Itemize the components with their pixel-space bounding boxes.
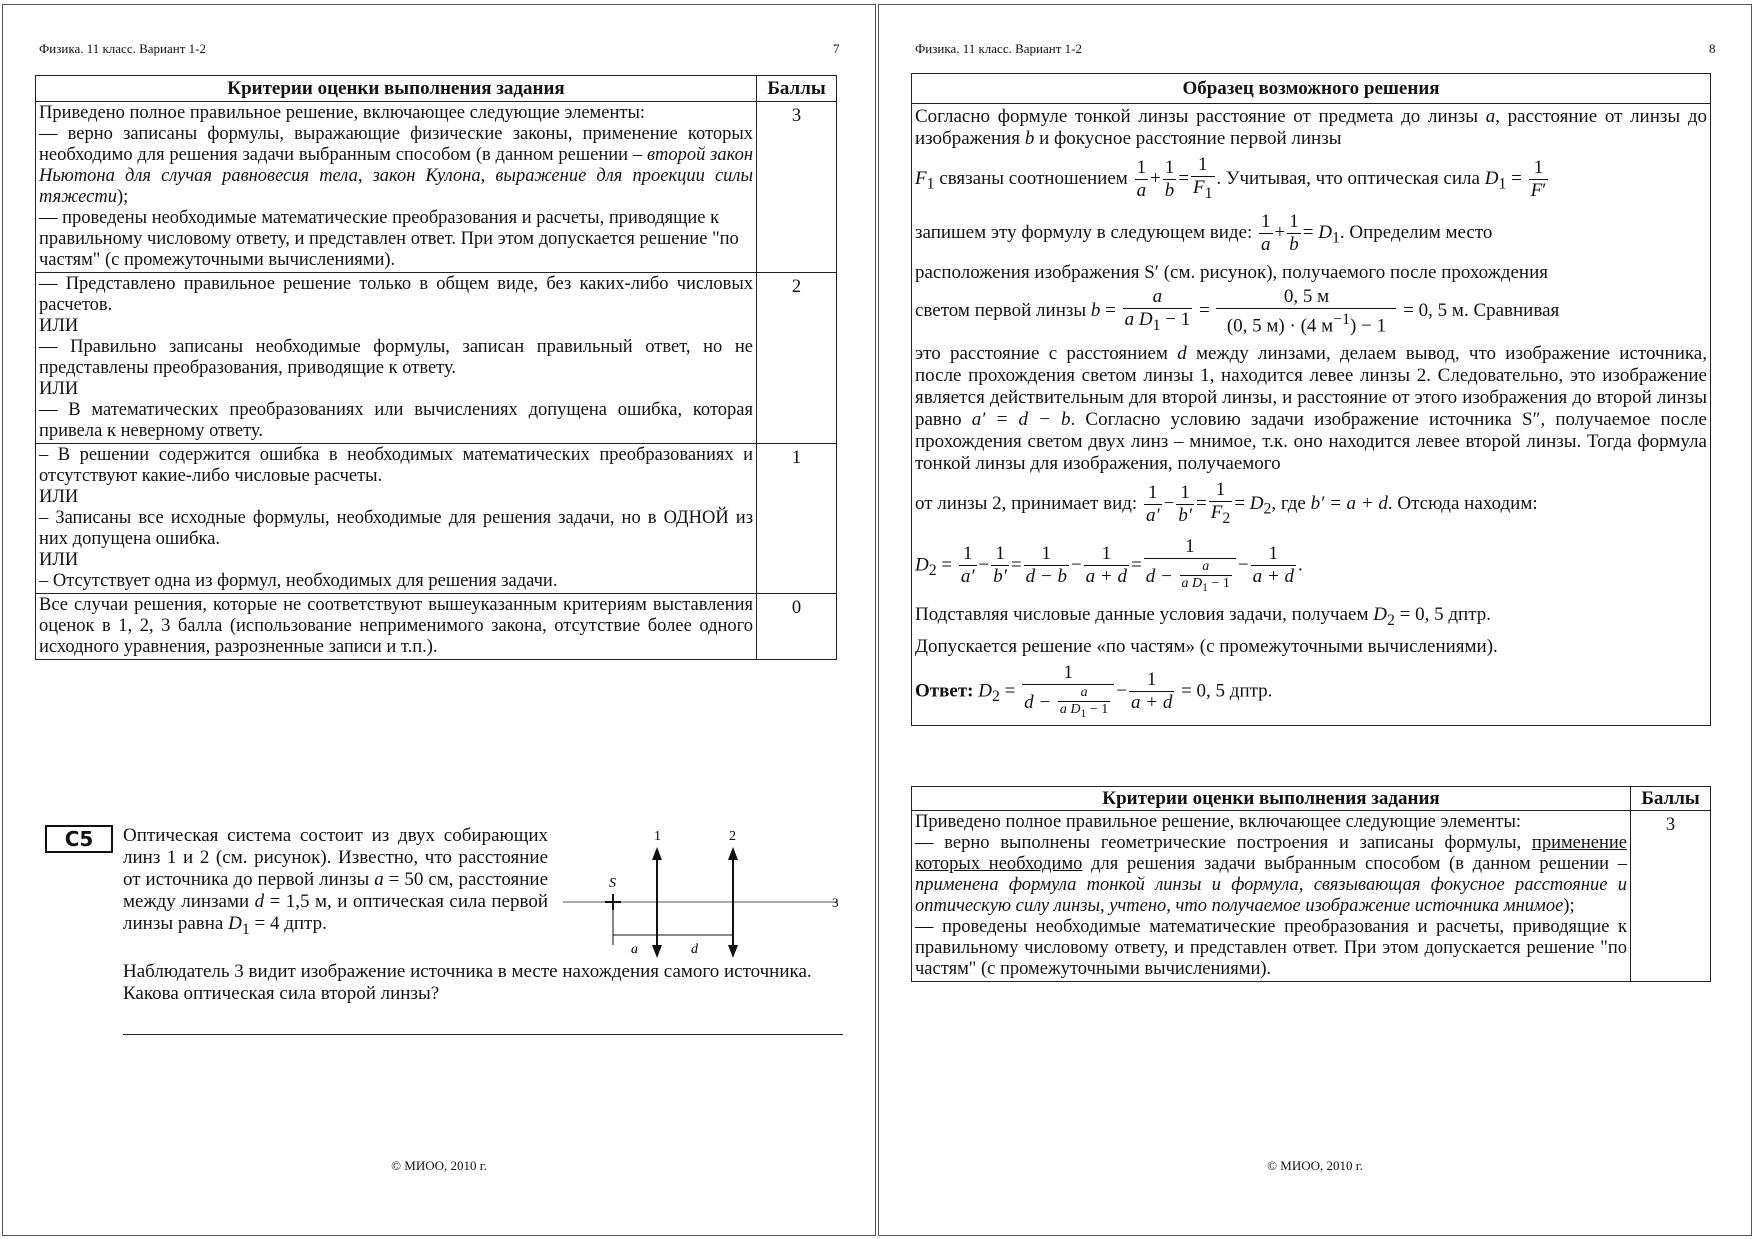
criteria-text: ИЛИ bbox=[39, 550, 79, 570]
criteria-text-italic: второй закон Ньютона для случая равновесия тела, закон Кулона, выражение для проекции силы тяжести bbox=[39, 145, 754, 207]
solution-text: Подставляя числовые данные условия задачи, получаем bbox=[915, 603, 1374, 625]
page-footer: © МИОО, 2010 г. bbox=[391, 1158, 487, 1173]
solution-text: . Согласно условию задачи изображение источника S″, получаемое после прохождения светом двух линз – мнимое, т.к. оно находится левее второй линзы. Тогда формула тонкой линзы для изображения, получаемого bbox=[915, 409, 1707, 475]
dim-a-label: a bbox=[631, 942, 638, 957]
answer-label: Ответ: bbox=[915, 679, 974, 701]
task-statement bbox=[123, 825, 548, 941]
formula-fraction: $\frac{1}{a}$ bbox=[1136, 156, 1147, 201]
criteria-text: — проведены необходимые математические преобразования и расчеты, приводящие к правильному числовому ответу, и представлен ответ. При этом допускается решение "по частям" (с промежуточными вычислениями). bbox=[915, 917, 1628, 979]
points-cell: 3 bbox=[1631, 811, 1711, 982]
page-footer: © МИОО, 2010 г. bbox=[1267, 1158, 1363, 1173]
criteria-text: — верно записаны формулы, выражающие физические законы, применение которых необходимо для решения задачи выбранным способом (в данном решении – bbox=[39, 124, 754, 165]
table-row bbox=[36, 594, 837, 660]
solution-text: Допускается решение «по частям» (с промежуточными вычислениями). bbox=[915, 635, 1498, 657]
criteria-header: Критерии оценки выполнения задания bbox=[36, 76, 757, 102]
page-8 bbox=[878, 4, 1752, 1236]
divider bbox=[123, 1034, 843, 1035]
solution-text: , расстояние от линзы до изображения bbox=[915, 106, 1707, 149]
solution-text: это расстояние с расстоянием bbox=[915, 343, 1178, 365]
criteria-table bbox=[911, 786, 1711, 982]
solution-title: Образец возможного решения bbox=[912, 74, 1710, 104]
criteria-cell bbox=[36, 273, 757, 444]
table-row bbox=[36, 273, 837, 444]
formula-den: (0, 5 м) · (4 м bbox=[1226, 315, 1334, 337]
task-text: = 4 дптр. bbox=[249, 913, 327, 934]
points-cell: 2 bbox=[757, 273, 837, 444]
criteria-text: ); bbox=[1563, 896, 1575, 916]
solution-box bbox=[911, 73, 1711, 726]
criteria-text: – В решении содержится ошибка в необходимых математических преобразованиях и отсутствуют какие-либо числовые расчеты. bbox=[39, 445, 754, 486]
criteria-text: — верно выполнены геометрические построения и записаны формулы, bbox=[915, 833, 1532, 853]
solution-text: . Отсюда находим: bbox=[1387, 492, 1538, 514]
solution-text: = 0, 5 м. Сравнивая bbox=[1403, 299, 1560, 321]
points-cell: 1 bbox=[757, 444, 837, 594]
criteria-cell bbox=[36, 594, 757, 660]
criteria-cell bbox=[912, 811, 1631, 982]
source-label: S bbox=[609, 876, 616, 891]
task-question: Наблюдатель 3 видит изображение источника в месте нахождения самого источника. Какова оптическая сила второй линзы? bbox=[123, 961, 812, 1004]
observer-label: 3 bbox=[832, 895, 839, 910]
solution-body: Согласно формуле тонкой линзы расстояние от предмета до линзы a, расстояние от линзы до изображения b и фокусное расстояние первой линзы $F_1$ связаны соотношением $\frac{1}{a}$ + $\frac{1}{b}$ = $\frac{1}{F_1}$ . Учитывая, что оптическая сила $D_1$ = $\frac{1}{F'}$ запишем эту формулу в следующем виде: $\frac{1}{a}$ + $\frac{1}{b}$ = $D_1$. Определим место расположения изображения S′ (см. рисунок), получаемого после прохождения светом первой линзы b = $\frac{a}{a D_1 - 1}$ = $\frac{0, 5 м}{(0, 5 м) \cdot (4 м^{-1}) - 1}$ = 0, 5 м. Сравнивая это расстояние с расстоянием d между линзами, делаем вывод, что изображение источника, после прохождения светом линзы 1, находится левее линзы 2. Следовательно, это изображение является действительным для второй линзы, и расстояние от этого изображения до второй линзы равно a′ = d − b. Согласно условию задачи изображение источника S″, получаемое после прохождения светом двух линз – мнимое, т.к. оно находится левее второй линзы. Тогда формула тонкой линзы для изображения, получаемого от линзы 2, принимает вид: $\frac{1}{a'}$ − $\frac{1}{b'}$ = $\frac{1}{F_2}$ = $D_2$, где b′ = a + d. Отсюда находим: $D_2$ = $\frac{1}{a'}$ − $\frac{1}{b'}$ = $\frac{1}{d - b}$ − $\frac{1}{a + d}$ = 1 d − $\frac{a}{a D_1 - 1}$ − $\frac{1}{a + d}$ . Подставляя числовые данные условия задачи, получаем $D_2 = 0$, 5 дптр. Допускается решение «по частям» (с промежуточными вычислениями). Ответ: $D_2$ = 1 d − $\frac{a}{a D_1 - 1}$ − $\frac{1}{a + d}$ = 0, 5 дптр. bbox=[915, 106, 1707, 720]
criteria-text: — проведены необходимые математические преобразования и расчеты, приводящие к правильному числовому ответу, и представлен ответ. При этом допускается решение "по частям" (с промежуточными вычислениями). bbox=[39, 208, 739, 270]
page-7 bbox=[2, 4, 876, 1236]
var-a: a bbox=[374, 869, 384, 890]
criteria-text: — Правильно записаны необходимые формулы, записан правильный ответ, но не представлены преобразования, приводящие к ответу. bbox=[39, 337, 754, 378]
criteria-text: Приведено полное правильное решение, включающее следующие элементы: bbox=[39, 103, 646, 123]
criteria-text: ); bbox=[116, 187, 129, 207]
formula-num: 0, 5 м bbox=[1216, 286, 1396, 309]
solution-text: = 0, 5 дптр. bbox=[1394, 603, 1492, 625]
points-header: Баллы bbox=[1631, 787, 1711, 811]
page-header: Физика. 11 класс. Вариант 1-2 bbox=[915, 41, 1082, 56]
points-cell: 0 bbox=[757, 594, 837, 660]
dim-d-label: d bbox=[691, 942, 698, 957]
solution-text: связаны соотношением bbox=[934, 167, 1133, 189]
criteria-text: Все случаи решения, которые не соответствуют вышеуказанным критериям выставления оценок в 1, 2, 3 балла (использование неприменимого закона, отсутствие более одного исходного уравнения, разрозненные записи и т.п.). bbox=[39, 595, 754, 657]
solution-formula: b′ = a + d bbox=[1310, 492, 1388, 514]
solution-text: запишем эту формулу в следующем виде: bbox=[915, 221, 1258, 243]
criteria-text: Приведено полное правильное решение, включающее следующие элементы: bbox=[915, 812, 1522, 832]
criteria-cell bbox=[36, 444, 757, 594]
criteria-table bbox=[35, 75, 837, 660]
var-D: D bbox=[228, 913, 242, 934]
solution-formula: a′ = d − b bbox=[971, 409, 1071, 431]
table-row bbox=[912, 811, 1711, 982]
formula-D2: $D_2$ = $\frac{1}{a'}$ − $\frac{1}{b'}$ = $\frac{1}{d - b}$ − $\frac{1}{a + d}$ = 1 d − $\frac{a}{a D_1 - 1}$ − $\frac{1}{a + d}$ . bbox=[915, 535, 1303, 594]
criteria-text: – Отсутствует одна из формул, необходимых для решения задачи. bbox=[39, 571, 558, 591]
solution-text: Согласно формуле тонкой линзы расстояние от предмета до линзы bbox=[915, 106, 1486, 127]
solution-text: , где bbox=[1271, 492, 1311, 514]
solution-text: светом первой линзы bbox=[915, 299, 1091, 321]
table-row bbox=[36, 444, 837, 594]
points-header: Баллы bbox=[757, 76, 837, 102]
solution-text: расположения изображения S′ (см. рисунок), получаемого после прохождения bbox=[915, 261, 1549, 283]
formula-den: ) − 1 bbox=[1350, 315, 1387, 337]
table-row bbox=[36, 102, 837, 273]
criteria-cell bbox=[36, 102, 757, 273]
task-text: = 1,5 м, и оптическая сила первой линзы равна bbox=[123, 891, 549, 934]
criteria-header: Критерии оценки выполнения задания bbox=[912, 787, 1631, 811]
solution-text: . Определим место bbox=[1339, 221, 1493, 243]
points-cell: 3 bbox=[757, 102, 837, 273]
criteria-text-italic: применена формула тонкой линзы и формула, связывающая фокусное расстояние и оптическую силу линзы, учтено, что получаемое изображение источника мнимое bbox=[915, 875, 1628, 916]
var-d: d bbox=[254, 891, 265, 912]
criteria-text: — Представлено правильное решение только в общем виде, без каких-либо числовых расчетов. bbox=[39, 274, 754, 315]
task-tag: С5 bbox=[45, 825, 113, 853]
criteria-text: ИЛИ bbox=[39, 379, 79, 399]
lens-2-label: 2 bbox=[729, 829, 736, 844]
criteria-text-underlined: применение которых необходимо bbox=[915, 833, 1628, 874]
var-subscript: 1 bbox=[241, 920, 250, 938]
answer-value: = 0, 5 дптр. bbox=[1181, 679, 1273, 701]
task-text: Оптическая система состоит из двух собирающих линз 1 и 2 (см. рисунок). Известно, что расстояние от источника до первой линзы bbox=[123, 825, 548, 890]
criteria-text: — В математических преобразованиях или вычислениях допущена ошибка, которая привела к неверному ответу. bbox=[39, 400, 754, 441]
page-number: 7 bbox=[833, 41, 840, 56]
lens-diagram bbox=[558, 820, 848, 960]
solution-text: от линзы 2, принимает вид: bbox=[915, 492, 1142, 514]
page-number: 8 bbox=[1709, 41, 1716, 56]
criteria-text: ИЛИ bbox=[39, 487, 79, 507]
source-point bbox=[605, 894, 621, 910]
criteria-text: – Записаны все исходные формулы, необходимые для решения задачи, но в ОДНОЙ из них допущена ошибка. bbox=[39, 508, 754, 549]
lens-1-label: 1 bbox=[654, 829, 661, 844]
solution-text: и фокусное расстояние первой линзы bbox=[1034, 128, 1342, 149]
page-header: Физика. 11 класс. Вариант 1-2 bbox=[39, 41, 206, 56]
solution-text: . Учитывая, что оптическая сила bbox=[1216, 167, 1485, 189]
criteria-text: для решения задачи выбранным способом (в данном решении – bbox=[1082, 854, 1628, 874]
task-text: = 50 см, расстояние между линзами bbox=[123, 869, 548, 912]
criteria-text: ИЛИ bbox=[39, 316, 79, 336]
solution-text: между линзами, делаем вывод, что изображение источника, после прохождения светом линзы 1, находится левее линзы 2. Следовательно, это изображение является действительным для второй линзы, и расстояние от этого изображения до второй линзы равно bbox=[915, 343, 1707, 431]
